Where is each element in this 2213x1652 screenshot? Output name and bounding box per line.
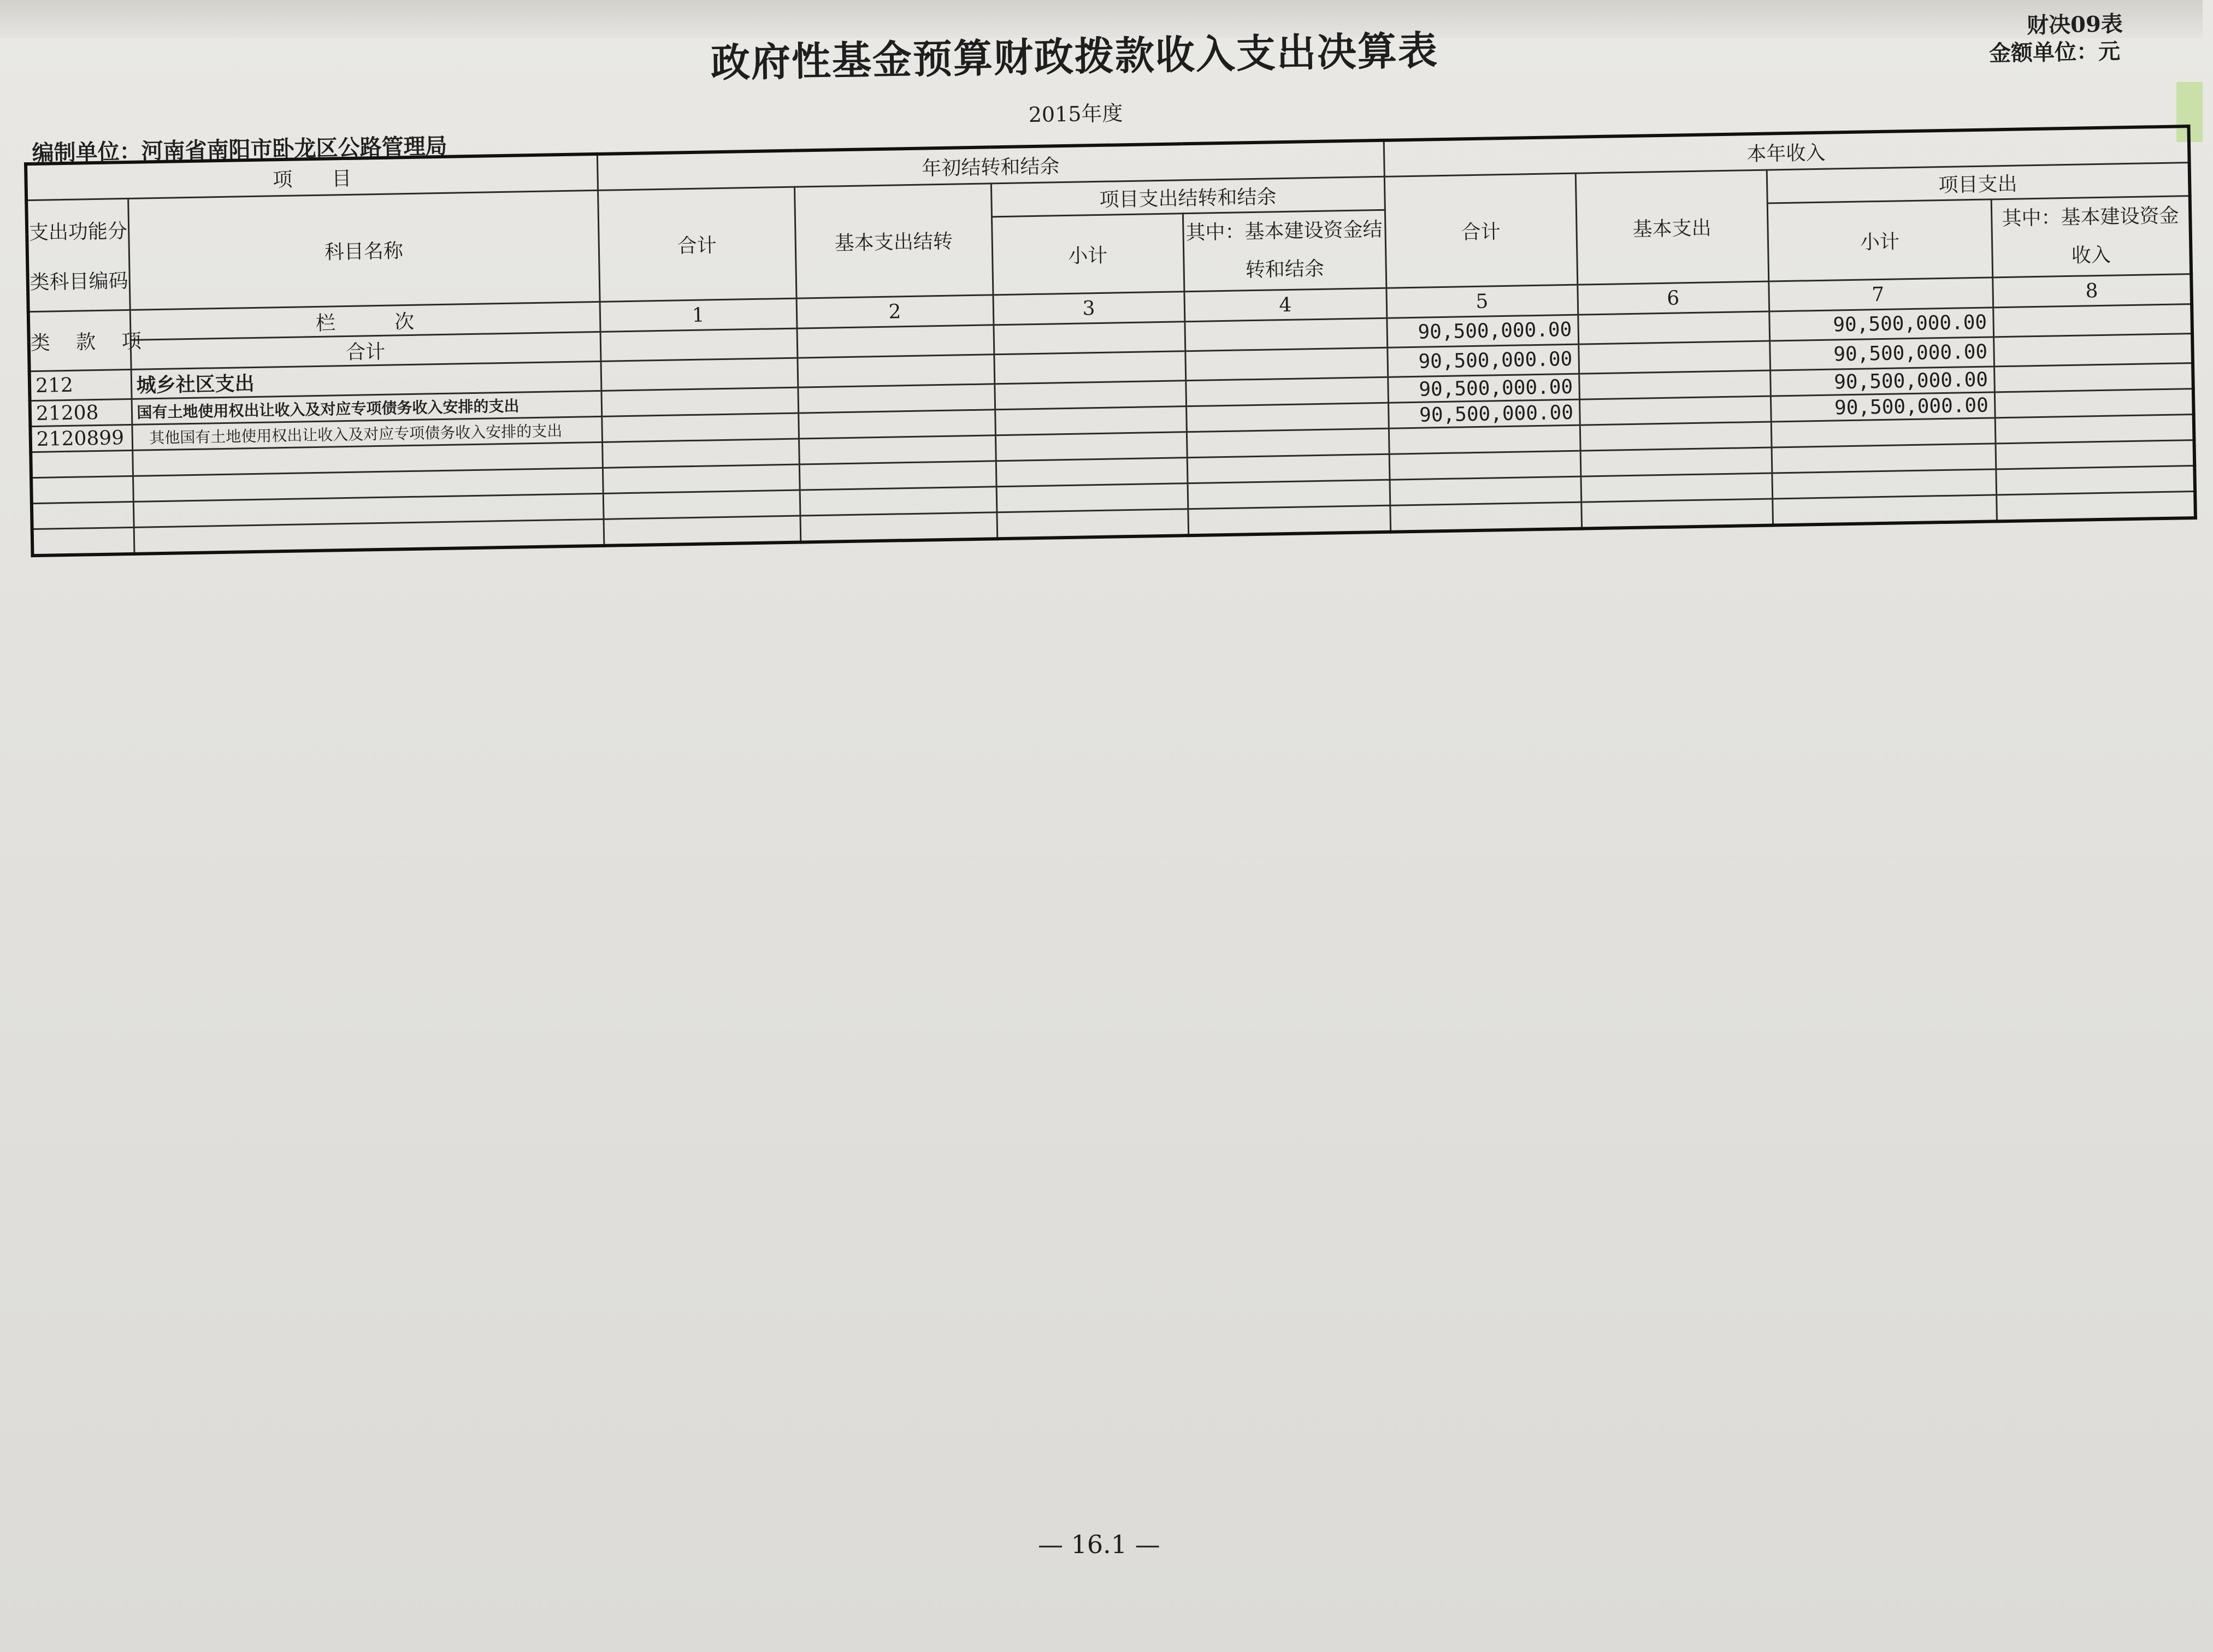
preparing-unit: 编制单位：河南省南阳市卧龙区公路管理局 — [32, 133, 447, 167]
func-code-line1: 支出功能分 — [28, 220, 128, 244]
report-title: 政府性基金预算财政拨款收入支出决算表 — [710, 27, 1439, 86]
row-2120899-c5: 90,500,000.00 — [1388, 399, 1580, 428]
col-index-7-value — [1768, 278, 1993, 311]
report-sheet — [0, 0, 2213, 639]
header-begin-balance: 年初结转和结余 — [597, 140, 1384, 191]
col-index-1: 1 — [600, 298, 797, 332]
col-index-4: 4 — [1184, 288, 1386, 321]
header-subtotal2: 小计 — [1767, 199, 1992, 281]
row-21208-name: 国有土地使用权出让收入及对应专项债务收入安排的支出 — [132, 391, 602, 424]
col-index-2: 2 — [796, 295, 994, 328]
col-index-8: 8 — [1992, 274, 2192, 308]
col-index-3: 3 — [993, 292, 1184, 325]
header-total2: 合计 — [1384, 173, 1578, 288]
header-project-group: 项目支出结转和结余 — [991, 176, 1385, 217]
row-212-name: 城乡社区支出 — [131, 361, 601, 399]
row-2120899-name: 其他国有土地使用权出让收入及对应专项债务收入安排的支出 — [132, 416, 602, 450]
fiscal-year: 2015年度 — [1028, 101, 1123, 127]
document-page — [0, 11, 2203, 1652]
row-21208-c5: 90,500,000.00 — [1388, 374, 1579, 403]
total-row-c7: 90,500,000.00 — [1769, 308, 1993, 341]
header-subject-name: 科目名称 — [128, 190, 599, 310]
row-212-c5: 90,500,000.00 — [1387, 344, 1579, 377]
header-infra-carry: 其中：基本建设资金结转和结余 — [1183, 210, 1386, 291]
col-index-5: 5 — [1386, 285, 1578, 318]
row-2120899-code: 2120899 — [30, 424, 132, 452]
func-code-line2: 类科目编码 — [29, 269, 128, 294]
row-212-c7: 90,500,000.00 — [1769, 337, 1994, 370]
form-number: 财决09表 — [2026, 11, 2123, 39]
header-current-income: 本年收入 — [1384, 126, 2190, 176]
row-212-code: 212 — [29, 369, 132, 400]
header-subtotal: 小计 — [992, 214, 1184, 295]
col-index-7: 7 — [1871, 283, 1885, 306]
label-kuan: 款 — [75, 331, 96, 354]
column-index-label: 栏 次 — [130, 302, 600, 340]
row-2120899-c7: 90,500,000.00 — [1771, 392, 1995, 422]
total-row-c5: 90,500,000.00 — [1386, 315, 1578, 347]
header-lei-kuan-xiang — [28, 310, 142, 371]
currency-unit: 金额单位：元 — [1988, 38, 2121, 67]
header-basic-carry: 基本支出结转 — [794, 184, 993, 298]
header-total: 合计 — [598, 187, 796, 302]
header-func-code — [26, 198, 130, 311]
budget-table — [24, 125, 2197, 557]
header-infra-income: 其中：基本建设资金收入 — [1991, 196, 2191, 278]
page-number: — 16.1 — — [1038, 1530, 1160, 1559]
col-index-6: 6 — [1577, 281, 1769, 315]
row-21208-code: 21208 — [30, 399, 132, 426]
header-project-exp: 项目支出 — [1767, 163, 2190, 203]
header-item: 项 目 — [26, 154, 598, 200]
label-lei: 类 — [30, 331, 51, 355]
row-21208-c7: 90,500,000.00 — [1770, 367, 1994, 396]
total-row-name: 合计 — [131, 332, 601, 369]
header-basic-exp: 基本支出 — [1575, 170, 1769, 285]
label-xiang: 项 — [121, 330, 142, 353]
